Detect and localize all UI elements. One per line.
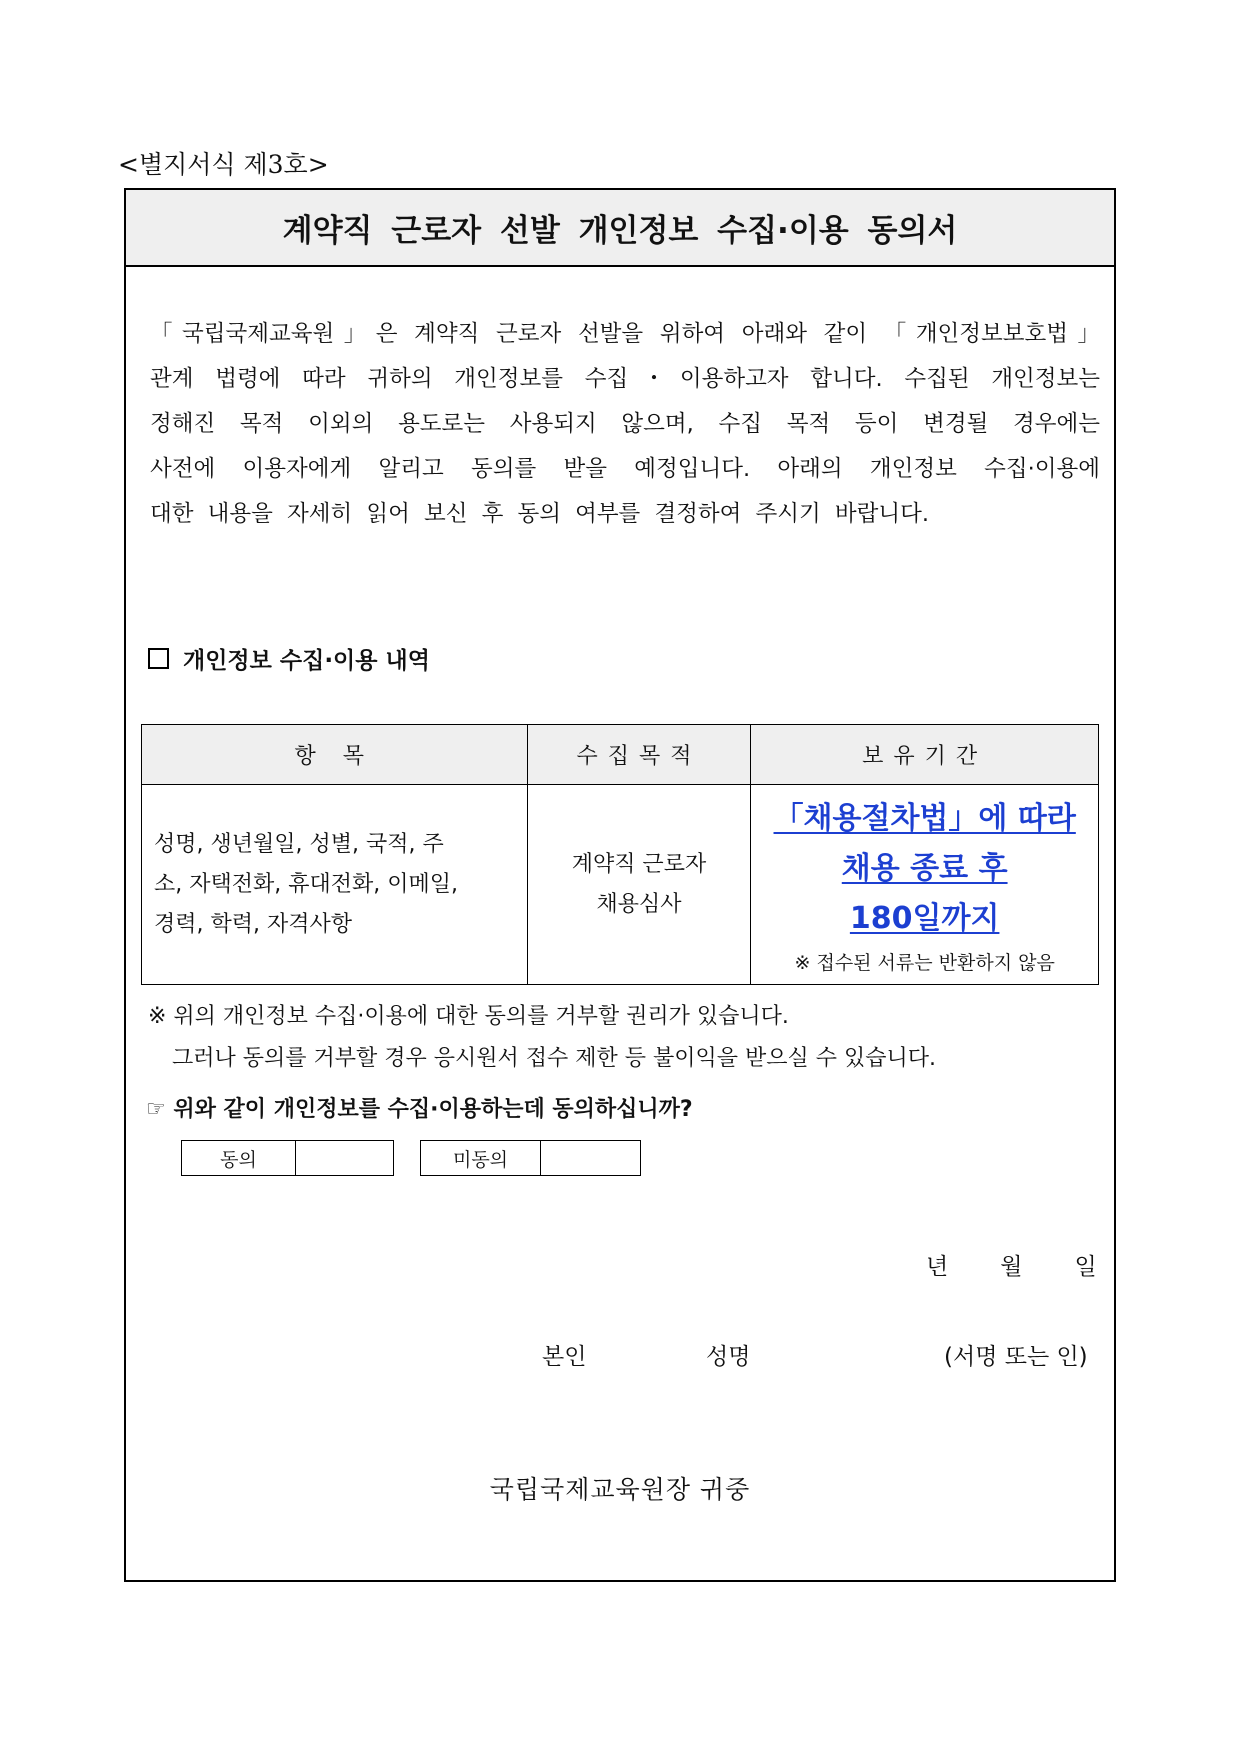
notice-line: 그러나 동의를 거부할 경우 응시원서 접수 제한 등 불이익을 받으실 수 있습니다. (172, 1046, 936, 1071)
collection-table (141, 724, 1099, 985)
purpose-line: 계약직 근로자 (571, 851, 707, 877)
purpose-line: 채용심사 (596, 891, 682, 917)
form-number-label: <별지서식 제3호> (118, 150, 329, 179)
section-title: 개인정보 수집·이용 내역 (183, 648, 430, 674)
header-items: 항 목 (142, 725, 528, 785)
refusal-notice (148, 996, 936, 1080)
intro-line: 「국립국제교육원」은 계약직 근로자 선발을 위하여 아래와 같이 「개인정보보호법」 (150, 321, 1100, 347)
items-line: 소, 자택전화, 휴대전화, 이메일, (154, 871, 458, 897)
addressee: 국립국제교육원장 귀중 (489, 1475, 751, 1504)
table-row (142, 785, 1099, 985)
date-month: 월 (1000, 1254, 1023, 1280)
date-day: 일 (1074, 1254, 1097, 1280)
purpose-cell (527, 785, 751, 985)
signature-self: 본인 (542, 1344, 587, 1370)
period-line: 「채용절차법」에 따라 (773, 801, 1076, 836)
intro-line: 관계 법령에 따라 귀하의 개인정보를 수집・이용하고자 합니다. 수집된 개인정보는 (150, 366, 1100, 392)
disagree-checkbox[interactable] (541, 1141, 640, 1175)
agree-checkbox[interactable] (296, 1141, 393, 1175)
notice-line: ※ 위의 개인정보 수집·이용에 대한 동의를 거부할 권리가 있습니다. (148, 1004, 789, 1029)
consent-form (124, 188, 1116, 1582)
header-period: 보유기간 (751, 725, 1099, 785)
items-line: 성명, 생년월일, 성별, 국적, 주 (154, 831, 444, 857)
intro-line: 사전에 이용자에게 알리고 동의를 받을 예정입니다. 아래의 개인정보 수집·이용에 (150, 456, 1100, 482)
period-cell (751, 785, 1099, 985)
form-title: 계약직 근로자 선발 개인정보 수집·이용 동의서 (282, 213, 958, 249)
agree-option[interactable] (181, 1140, 394, 1176)
period-line: 180일까지 (849, 901, 1000, 936)
square-bullet-icon (148, 648, 169, 669)
period-line: 채용 종료 후 (841, 851, 1008, 886)
date-line (926, 1248, 1097, 1281)
intro-line: 정해진 목적 이외의 용도로는 사용되지 않으며, 수집 목적 등이 변경될 경우에는 (150, 411, 1100, 437)
section-heading (148, 642, 430, 675)
table-header-row (142, 725, 1099, 785)
disagree-option[interactable] (420, 1140, 641, 1176)
date-year: 년 (926, 1254, 949, 1280)
period-note: ※ 접수된 서류는 반환하지 않음 (794, 952, 1055, 974)
title-bar (126, 190, 1114, 267)
agree-label: 동의 (182, 1141, 296, 1175)
intro-line-last: 대한 내용을 자세히 읽어 보신 후 동의 여부를 결정하여 주시기 바랍니다. (150, 501, 929, 527)
header-purpose: 수집목적 (527, 725, 751, 785)
signature-name: 성명 (706, 1344, 751, 1370)
signature-sign-or-seal: (서명 또는 인) (944, 1344, 1088, 1370)
items-line: 경력, 학력, 자격사항 (154, 911, 352, 937)
items-cell (142, 785, 528, 985)
disagree-label: 미동의 (421, 1141, 541, 1175)
consent-question: ☞ 위와 같이 개인정보를 수집·이용하는데 동의하십니까? (146, 1097, 693, 1122)
intro-paragraph (150, 312, 1100, 492)
